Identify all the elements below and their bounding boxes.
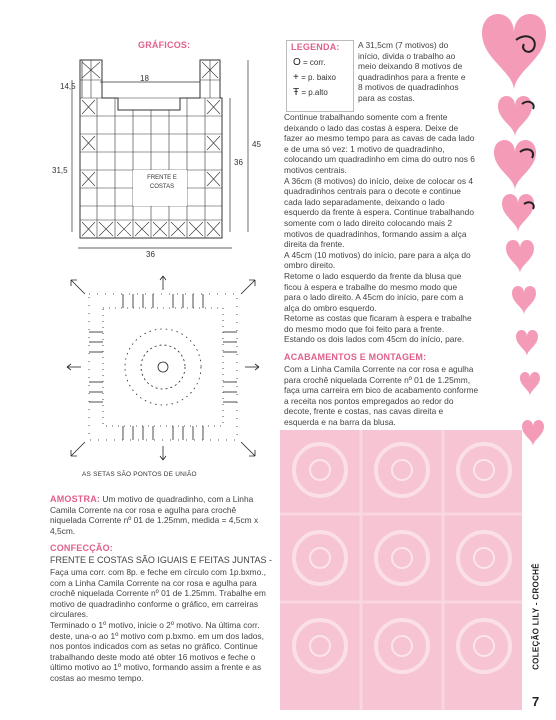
heart-icon-6: [516, 330, 538, 356]
making-subtitle: FRENTE E COSTAS SÃO IGUAIS E FEITAS JUNTAS -: [50, 555, 273, 565]
legend-item-single: [293, 70, 336, 85]
legend-double-label: = p.alto: [301, 88, 328, 97]
center-label: [138, 174, 186, 192]
double-crochet-icon: Ŧ: [293, 87, 300, 98]
making-text: [50, 567, 272, 684]
legend-box: [286, 40, 354, 112]
heart-icon-8: [522, 420, 544, 446]
center-label-1: FRENTE E: [147, 175, 177, 181]
heart-icon-2: [494, 140, 536, 190]
single-crochet-icon: +: [293, 72, 299, 83]
dim-left: 31,5: [52, 166, 68, 175]
making-p1: Faça uma corr. com 8p. e feche em círculo com 1p.bxmo., com a Linha Camila Corrente na cor rosa e agulha para crochê niquelada Corrente nº 01 de 1.25mm. Trabalhe em motivo de quadradinho conforme o gráfico, em carreiras circulares.: [50, 567, 266, 620]
heart-icon-5: [512, 286, 536, 315]
heart-icon-large: [482, 14, 546, 91]
finishing-text: Com a Linha Camila Corrente na cor rosa e agulha para crochê niquelada Corrente nº 01 de 1.25mm, faça uma carreira em bico de acabamento conforme a receita nos pontos empregados ao redor do decote, frente e costas, nas cavas direita e esquerda e na barra da blusa.: [284, 364, 479, 427]
legend-chain-label: = corr.: [303, 58, 326, 67]
heart-icon-7: [520, 372, 540, 396]
page-number: 7: [532, 694, 540, 709]
hearts-decoration: [476, 0, 556, 560]
legend-single-label: = p. baixo: [301, 73, 336, 82]
right-text-block: [284, 112, 476, 345]
making-p2: Terminado o 1º motivo, inicie o 2º motivo. Na última corr. deste, una-o ao 1º motivo com p.bxmo. em um dos lados, nos pontos indicados com as setas no gráfico. Continue trabalhando deste modo até obter 16 motivos e feche o último motivo ao 1º motivo, formando assim a frente e as costas ao mesmo tempo.: [50, 619, 264, 683]
dim-right-outer: 45: [252, 140, 261, 149]
right-text-p2: Continue trabalhando somente com a frente deixando o lado das costas à espera. Deixe de fazer ao mesmo tempo para as cavas de cada lado e de uma só vez: 1 motivo de quadradinho, colocando um quadradinho em cima do outro nos 6 motivos centrais.: [284, 112, 475, 175]
dim-left-top: 14,5: [60, 82, 76, 91]
legend-item-double: [293, 85, 336, 100]
graphics-title: GRÁFICOS:: [138, 40, 191, 50]
making-title: CONFECÇÃO:: [50, 543, 113, 553]
legend-title: LEGENDA:: [291, 42, 340, 52]
dim-top: 18: [140, 74, 149, 83]
right-text-p4: A 45cm (10 motivos) do início, pare para a alça do ombro direito.: [284, 249, 471, 271]
sample-title: AMOSTRA:: [50, 494, 101, 504]
finishing-title: ACABAMENTOS E MONTAGEM:: [284, 352, 427, 362]
right-text-p6: Retome as costas que ficaram à espera e trabalhe do mesmo modo que foi feito para a frente. Estando os dois lados com 45cm do início, pare.: [284, 313, 472, 345]
collection-label: COLEÇÃO LILY - CROCHÊ: [531, 563, 541, 670]
heart-icon-4: [506, 240, 534, 274]
sample-block: [50, 494, 272, 536]
collection-label-wrap: [526, 550, 542, 690]
right-text-p1: A 31,5cm (7 motivos) do início, divida o trabalho ao meio deixando 8 motivos de quadradinhos para a frente e 8 motivos de quadradinhos para as costas.: [358, 40, 466, 103]
right-text-p5: Retome o lado esquerdo da frente da blusa que ficou à espera e trabalhe do mesmo modo que para o lado direito. A 45cm do início, pare com a alça do ombro esquerdo.: [284, 270, 464, 313]
center-label-2: COSTAS: [149, 184, 175, 190]
sample-text: Um motivo de quadradinho, com a Linha Camila Corrente na cor rosa e agulha para crochê niquelada Corrente nº 01 de 1.25mm, medida = 4,5cm x 4,5cm.: [50, 494, 259, 536]
dim-right-inner: 36: [234, 158, 243, 167]
dim-bottom: 36: [146, 250, 155, 259]
legend-item-chain: [293, 55, 336, 70]
heart-icon-3: [502, 194, 534, 232]
right-text-p3: A 36cm (8 motivos) do início, deixe de colocar os 4 quadradinhos centrais para o decote e continue cada lado separadamente, deixando o lado esquerdo da frente à espera. Continue trabalhando somente com o lado direito colocando mais 2 motivos de quadradinhos, formando assim a alça direita da frente.: [284, 175, 474, 250]
arrows-caption: AS SETAS SÃO PONTOS DE UNIÃO: [82, 471, 197, 478]
motif-chart: [63, 272, 263, 464]
chain-symbol-icon: O: [293, 57, 301, 68]
